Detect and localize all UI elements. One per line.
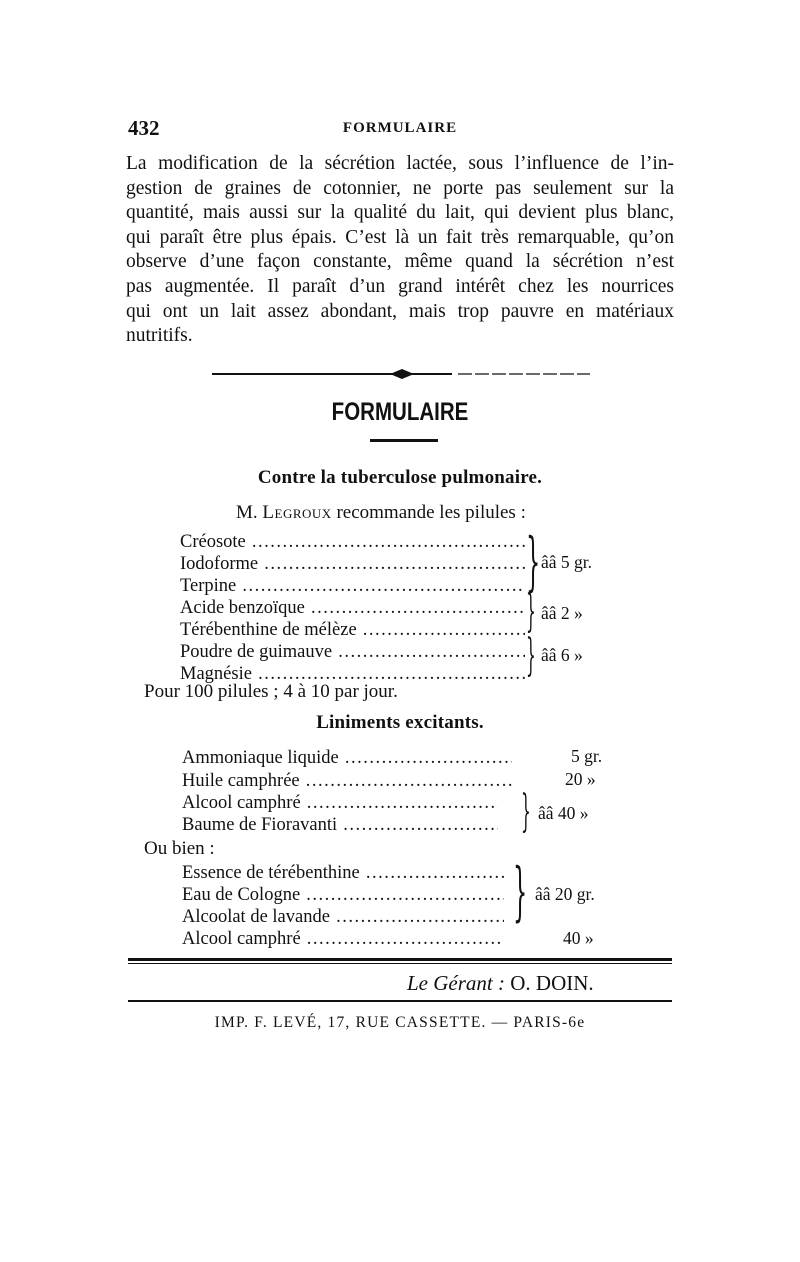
grouping-brace: } [526,525,541,599]
ingredient-item: Alcoolat de lavande ..... [182,906,504,928]
ingredient-item: Huile camphrée ..... [182,770,512,792]
ingredient-item: Acide benzoïque ..... [180,597,525,619]
ingredient-item: Terpine ..... [180,575,525,597]
ingredient-item: Alcool camphré ..... [182,928,504,950]
grouping-brace: } [526,586,536,637]
signature-name: O. DOIN. [510,971,594,995]
ingredient-item: Baume de Fioravanti ..... [182,814,498,836]
ingredient-item: Iodoforme ..... [180,553,525,575]
grouping-brace: } [513,855,528,929]
author-text: recommande les pilules : [336,502,526,523]
ingredient-item: Eau de Cologne ..... [182,884,504,906]
running-title: FORMULAIRE [342,120,458,136]
section-title: FORMULAIRE [331,398,469,426]
quantity-label: 40 » [563,928,594,948]
ingredient-item: Alcool camphré ..... [182,792,498,814]
imprint-rule [128,1000,672,1002]
section-divider-ornament [212,367,590,381]
quantity-label: ââ 6 » [541,645,583,665]
author-line [236,502,526,524]
ingredient-item: Térébenthine de mélèze ..... [180,619,525,641]
ingredient-item: Magnésie ..... [180,663,525,685]
page-number: 432 [128,116,160,140]
ingredient-item: Poudre de guimauve ..... [180,641,525,663]
intro-paragraph [126,152,674,349]
paragraph-line: pas augmentée. Il paraît d’un grand intérêt chez les nourrices [126,275,674,297]
quantity-label: ââ 40 » [538,803,589,823]
paragraph-line: qui paraît être plus épais. C’est là un fait très remarquable, qu’on [126,226,674,248]
paragraph-line: nutritifs. [126,325,193,347]
quantity-label: ââ 20 gr. [535,884,595,904]
quantity-label: ââ 5 gr. [541,552,593,572]
paragraph-line: observe d’une façon constante, même quand la sécrétion n’est [126,251,674,273]
quantity-label: 5 gr. [571,746,603,766]
paragraph-line: quantité, mais aussi sur la qualité du lait, qui devient plus blanc, [126,202,674,224]
dosage-note: Pour 100 pilules ; 4 à 10 par jour. [144,681,398,702]
paragraph-line: gestion de graines de cotonnier, ne porte pas seulement sur la [126,177,674,199]
ingredient-item: Créosote ..... [180,531,525,553]
title-underline [370,439,438,442]
ingredient-item: Ammoniaque liquide ..... [182,747,512,769]
alternative-label: Ou bien : [144,838,215,859]
author-prefix: M. [236,502,258,523]
quantity-label: ââ 2 » [541,603,583,623]
signature-label: Le Gérant : [407,971,505,995]
formula-heading-tuberculose: Contre la tuberculose pulmonaire. [257,467,543,488]
printer-imprint: IMP. F. LEVÉ, 17, RUE CASSETTE. — PARIS-6e [214,1014,586,1031]
footer-rule-thick [128,958,672,961]
formula-heading-liniments: Liniments excitants. [316,712,484,733]
author-name: Legroux [262,502,332,523]
quantity-label: 20 » [565,769,596,789]
footer-rule-thin [128,963,672,964]
paragraph-line: La modification de la sécrétion lactée, sous l’influence de l’in- [126,153,674,174]
grouping-brace: } [521,786,531,837]
signature-line [407,971,594,996]
paragraph-line: qui ont un lait assez abondant, mais trop pauvre en matériaux [126,300,674,322]
ingredient-item: Essence de térébenthine ..... [182,862,504,884]
grouping-brace: } [526,630,536,681]
